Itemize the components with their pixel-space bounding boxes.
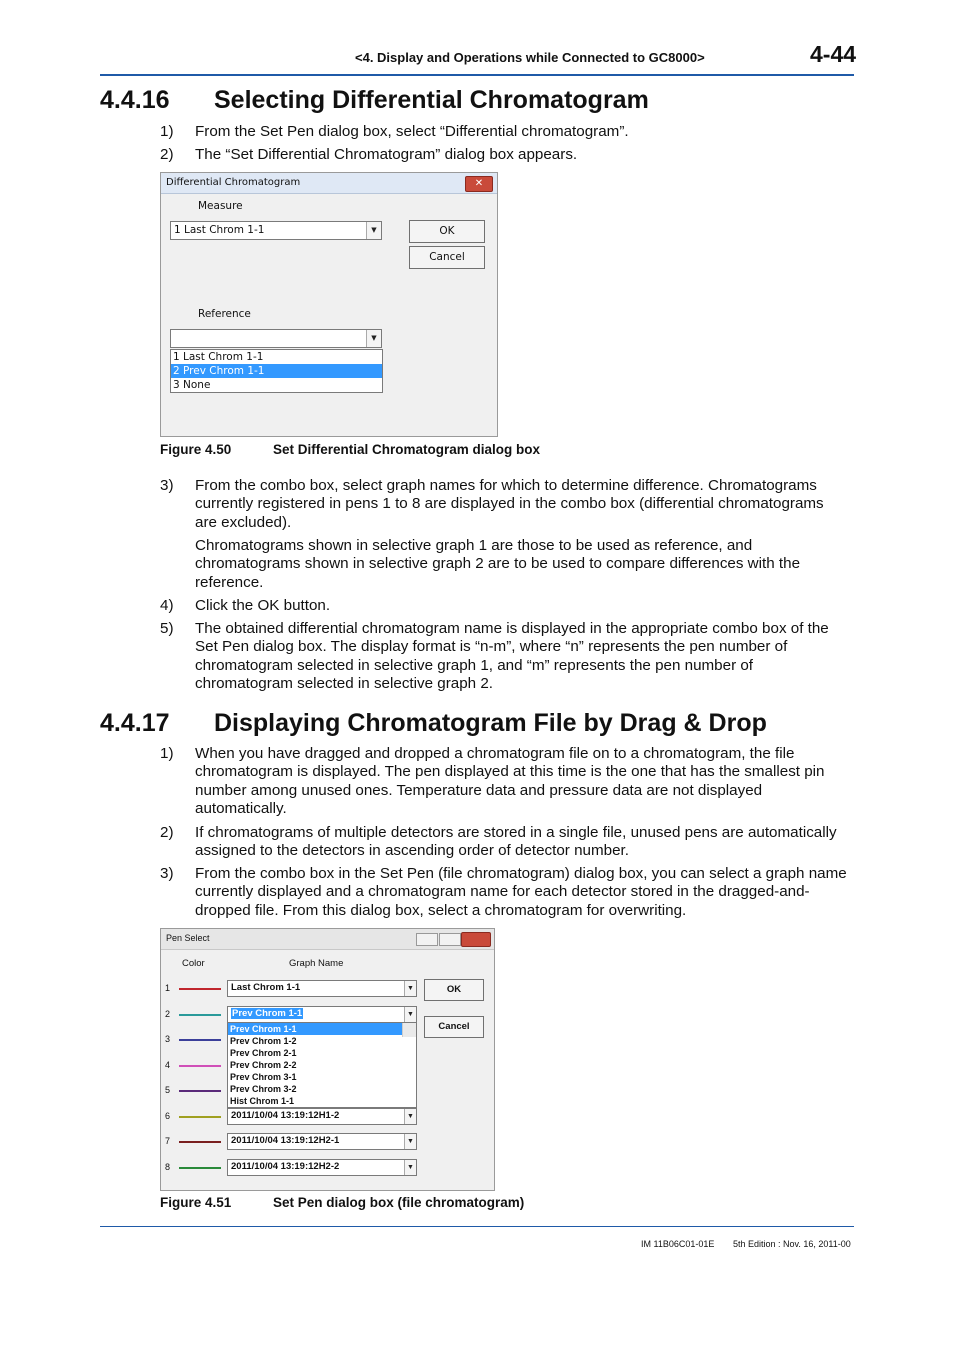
reference-combo[interactable] <box>170 329 382 348</box>
step-item <box>160 477 850 537</box>
section-title: Displaying Chromatogram File by Drag & Drop <box>214 709 767 737</box>
step-text: Click the OK button. <box>195 597 331 614</box>
chevron-down-icon[interactable]: ▼ <box>404 1109 416 1124</box>
step-number: 3) <box>160 865 174 882</box>
graph-dropdown-list <box>227 1022 417 1108</box>
step-number: 5) <box>160 620 174 637</box>
pen-graph-combo[interactable] <box>227 980 417 997</box>
chevron-down-icon[interactable]: ▼ <box>404 981 416 996</box>
differential-chromatogram-dialog <box>160 172 498 437</box>
step-number: 2) <box>160 146 174 163</box>
pen-color-swatch[interactable] <box>179 1167 221 1169</box>
step-text: The obtained differential chromatogram name is displayed in the appropriate combo box of the Set Pen dialog box. The display format is “n-m”, where “n” represents the pen number of chromatogram selected in selective graph 1, and “m” represents the pen number of chromatogram selected in selective graph 2. <box>195 620 829 693</box>
dialog-title: Pen Select <box>166 933 210 943</box>
section-heading-4-4-16 <box>100 86 860 116</box>
graph-name-column-header: Graph Name <box>289 958 344 969</box>
pen-graph-value: Last Chrom 1-1 <box>231 982 301 993</box>
step-text: From the combo box in the Set Pen (file chromatogram) dialog box, you can select a graph name currently displayed and a chromatogram name for each detector stored in the dragged-and-dropped file. From this dialog box, select a chromatogram for overwriting. <box>195 865 847 919</box>
step-text: Chromatograms shown in selective graph 1 are those to be used as reference, and chromatograms shown in selective graph 2 are to be used to compare differences with the reference. <box>195 537 801 591</box>
minimize-icon[interactable] <box>416 933 438 946</box>
doc-id: IM 11B06C01-01E <box>641 1239 715 1249</box>
pen-color-swatch[interactable] <box>179 1014 221 1016</box>
step-text: If chromatograms of multiple detectors are stored in a single file, unused pens are automatically assigned to the detectors in ascending order of detector number. <box>195 824 837 860</box>
figure-caption-text: Set Differential Chromatogram dialog box <box>273 442 541 457</box>
dialog-titlebar <box>161 173 497 194</box>
edition: 5th Edition : Nov. 16, 2011-00 <box>733 1239 851 1249</box>
cancel-button[interactable]: Cancel <box>424 1016 484 1038</box>
pen-graph-value: 2011/10/04 13:19:12H2-2 <box>231 1161 340 1172</box>
section-heading-4-4-17 <box>100 709 860 739</box>
pen-select-dialog <box>160 928 495 1191</box>
dropdown-option[interactable]: 1 Last Chrom 1-1 <box>173 351 264 363</box>
dropdown-option[interactable]: Prev Chrom 1-2 <box>230 1036 297 1046</box>
dialog-title: Differential Chromatogram <box>166 177 301 188</box>
pen-number: 4 <box>165 1060 171 1070</box>
dropdown-option[interactable]: Hist Chrom 1-1 <box>230 1096 295 1106</box>
pen-color-swatch[interactable] <box>179 1090 221 1092</box>
section-title: Selecting Differential Chromatogram <box>214 86 649 114</box>
chevron-down-icon[interactable]: ▼ <box>404 1134 416 1149</box>
pen-graph-combo[interactable] <box>227 1108 417 1125</box>
dropdown-option[interactable]: Prev Chrom 3-2 <box>230 1084 297 1094</box>
step-number: 1) <box>160 745 174 762</box>
figure-caption <box>160 442 541 457</box>
page-number: 4-44 <box>810 41 857 67</box>
pen-number: 2 <box>165 1009 171 1019</box>
pen-graph-value: 2011/10/04 13:19:12H2-1 <box>231 1135 340 1146</box>
header-rule <box>100 74 854 76</box>
pen-number: 5 <box>165 1085 171 1095</box>
dropdown-option[interactable]: Prev Chrom 3-1 <box>230 1072 297 1082</box>
pen-graph-value: 2011/10/04 13:19:12H1-2 <box>231 1110 340 1121</box>
dropdown-option[interactable]: 3 None <box>173 379 211 391</box>
pen-number: 1 <box>165 983 171 993</box>
ok-button[interactable]: OK <box>409 220 485 243</box>
ok-button[interactable]: OK <box>424 979 484 1001</box>
chevron-down-icon[interactable]: ▼ <box>366 330 381 347</box>
step-text: From the combo box, select graph names for which to determine difference. Chromatograms currently registered in pens 1 to 8 are displayed in the combo box (differential chromatograms are excluded). <box>195 477 824 531</box>
step-text: The “Set Differential Chromatogram” dialog box appears. <box>195 146 578 163</box>
pen-graph-combo[interactable] <box>227 1159 417 1176</box>
step-number: 1) <box>160 123 174 140</box>
pen-graph-value: Prev Chrom 1-1 <box>232 1008 303 1019</box>
pen-number: 3 <box>165 1034 171 1044</box>
figure-caption-text: Set Pen dialog box (file chromatogram) <box>273 1195 525 1210</box>
section-number: 4.4.17 <box>100 709 170 737</box>
footer-rule <box>100 1226 854 1227</box>
chevron-down-icon[interactable]: ▼ <box>366 222 381 239</box>
chevron-down-icon[interactable]: ▼ <box>404 1160 416 1175</box>
maximize-icon[interactable] <box>439 933 461 946</box>
dropdown-option-selected[interactable]: 2 Prev Chrom 1-1 <box>171 364 382 378</box>
pen-color-swatch[interactable] <box>179 1065 221 1067</box>
pen-graph-combo[interactable] <box>227 1133 417 1150</box>
dropdown-option[interactable]: Prev Chrom 2-2 <box>230 1060 297 1070</box>
measure-combo[interactable] <box>170 221 382 240</box>
dropdown-option[interactable]: Prev Chrom 2-1 <box>230 1048 297 1058</box>
figure-number: Figure 4.51 <box>160 1195 232 1210</box>
measure-value: 1 Last Chrom 1-1 <box>174 224 265 236</box>
figure-number: Figure 4.50 <box>160 442 232 457</box>
dialog-titlebar <box>161 929 494 950</box>
cancel-button[interactable]: Cancel <box>409 246 485 269</box>
close-icon[interactable]: ✕ <box>465 176 493 192</box>
pen-color-swatch[interactable] <box>179 1116 221 1118</box>
close-icon[interactable] <box>461 932 491 947</box>
dropdown-option-selected[interactable]: Prev Chrom 1-1 <box>228 1023 416 1035</box>
step-text: From the Set Pen dialog box, select “Differential chromatogram”. <box>195 123 629 140</box>
pen-graph-combo[interactable] <box>227 1006 417 1023</box>
figure-caption <box>160 1195 525 1210</box>
pen-color-swatch[interactable] <box>179 1141 221 1143</box>
step-number: 4) <box>160 597 174 614</box>
pen-color-swatch[interactable] <box>179 1039 221 1041</box>
reference-label: Reference <box>198 308 251 320</box>
pen-number: 8 <box>165 1162 171 1172</box>
pen-number: 6 <box>165 1111 171 1121</box>
step-number: 3) <box>160 477 174 494</box>
pen-color-swatch[interactable] <box>179 988 221 990</box>
dropdown-scrollbar[interactable] <box>402 1023 416 1037</box>
step-text: When you have dragged and dropped a chromatogram file on to a chromatogram, the file chromatogram is displayed. The pen displayed at this time is the one that has the smallest pin number among unused ones. Temperature data and pressure data are not displayed automatically. <box>195 745 825 818</box>
color-column-header: Color <box>182 958 205 969</box>
pen-number: 7 <box>165 1136 171 1146</box>
measure-label: Measure <box>198 200 243 212</box>
step-number: 2) <box>160 824 174 841</box>
running-header: <4. Display and Operations while Connected to GC8000> <box>355 50 705 65</box>
chevron-down-icon[interactable]: ▼ <box>404 1007 416 1022</box>
section-number: 4.4.16 <box>100 86 170 114</box>
reference-dropdown-list <box>170 349 383 393</box>
